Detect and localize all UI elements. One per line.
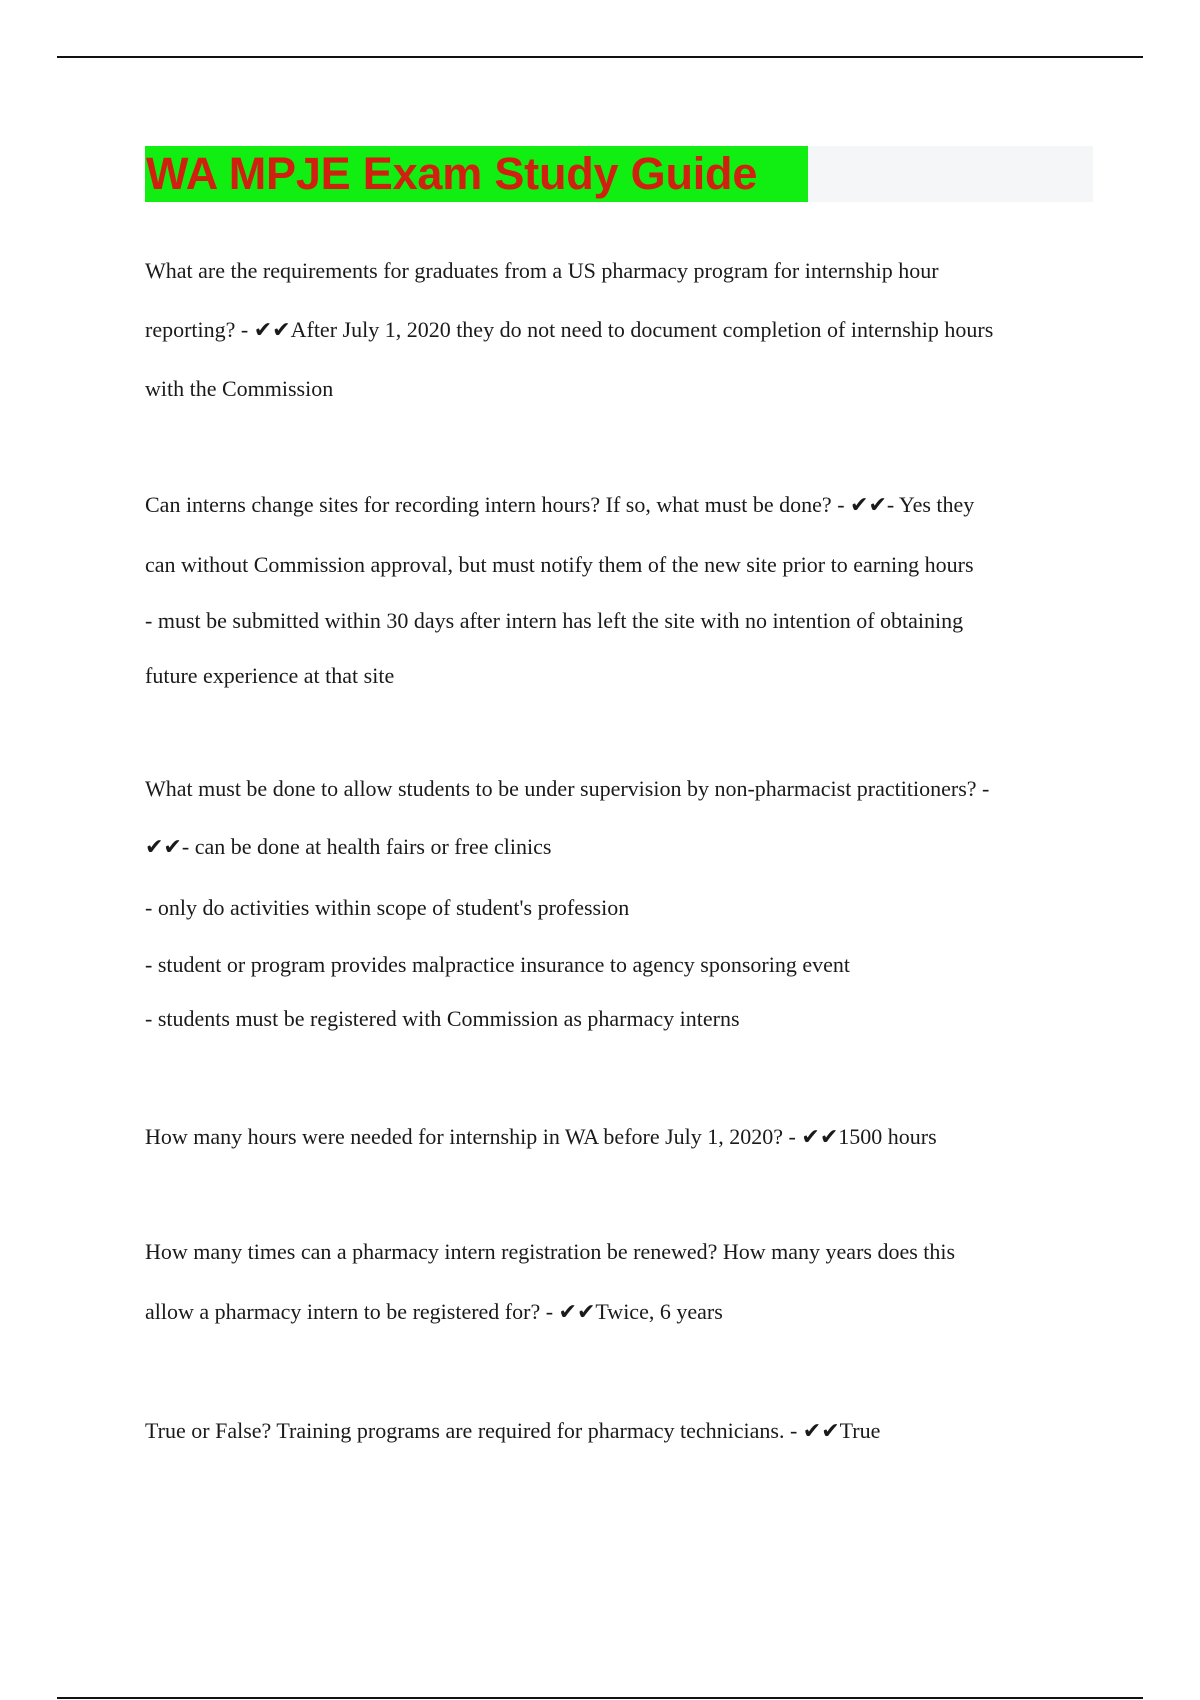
qa-line: True or False? Training programs are required for pharmacy technicians. - ✔✔True <box>145 1418 881 1443</box>
qa-line: with the Commission <box>145 376 334 401</box>
qa-line: - only do activities within scope of student's profession <box>145 895 630 920</box>
qa-line: future experience at that site <box>145 663 395 688</box>
qa-line: can without Commission approval, but must notify them of the new site prior to earning hours <box>145 552 974 577</box>
top-rule <box>57 56 1143 58</box>
qa-line: ✔✔- can be done at health fairs or free clinics <box>145 834 552 859</box>
qa-line: allow a pharmacy intern to be registered for? - ✔✔Twice, 6 years <box>145 1299 723 1324</box>
bottom-rule <box>57 1697 1143 1699</box>
qa-line: What are the requirements for graduates from a US pharmacy program for internship hour <box>145 258 939 283</box>
qa-line: How many times can a pharmacy intern registration be renewed? How many years does this <box>145 1239 956 1264</box>
qa-line: What must be done to allow students to be under supervision by non-pharmacist practitioners? - <box>145 776 990 801</box>
qa-line: Can interns change sites for recording intern hours? If so, what must be done? - ✔✔- Yes they <box>145 492 975 517</box>
qa-line: How many hours were needed for internship in WA before July 1, 2020? - ✔✔1500 hours <box>145 1124 937 1149</box>
qa-line: - students must be registered with Commission as pharmacy interns <box>145 1006 740 1031</box>
qa-line: - must be submitted within 30 days after intern has left the site with no intention of obtaining <box>145 608 964 633</box>
qa-line: - student or program provides malpractice insurance to agency sponsoring event <box>145 952 850 977</box>
page-title: WA MPJE Exam Study Guide <box>146 148 758 199</box>
qa-line: reporting? - ✔✔After July 1, 2020 they do not need to document completion of internship hours <box>145 317 994 342</box>
